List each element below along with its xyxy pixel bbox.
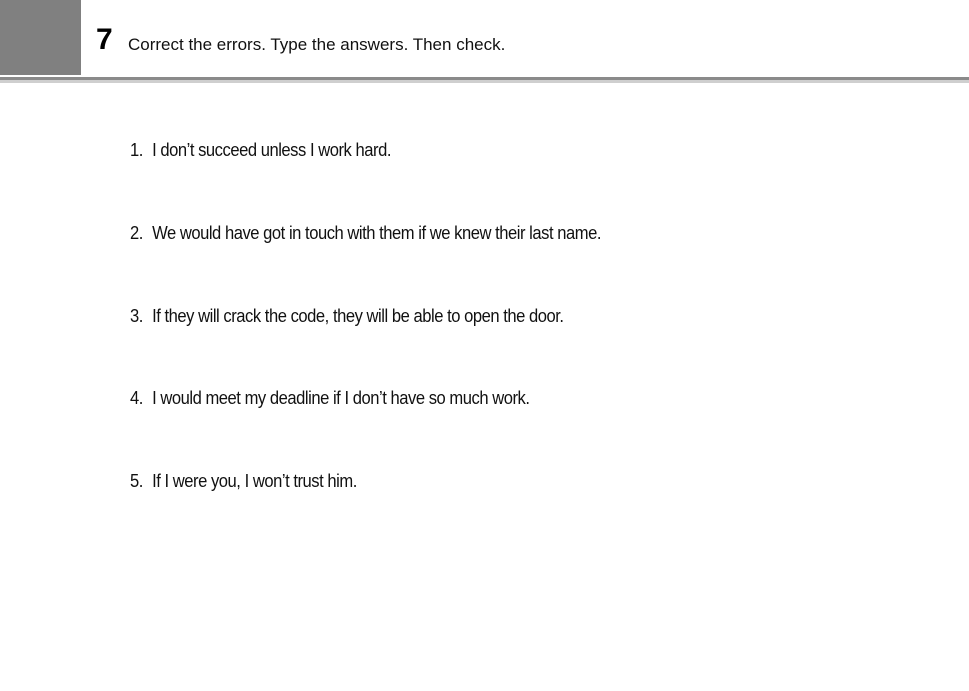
exercise-header (0, 0, 969, 84)
exercise-instruction: Correct the errors. Type the answers. Then check. (128, 35, 506, 54)
item-number: 3. (130, 305, 143, 326)
item-text: If I were you, I won’t trust him. (152, 471, 357, 491)
item-text: If they will crack the code, they will be able to open the door. (152, 305, 564, 326)
sentence-item-5 (130, 469, 601, 552)
sentence-item-2 (130, 221, 601, 304)
item-number: 5. (130, 471, 143, 491)
sentence-item-4 (130, 386, 601, 469)
exercise-number: 7 (96, 23, 113, 56)
item-number: 4. (130, 388, 143, 409)
item-number: 1. (130, 140, 143, 160)
sentence-item-1 (130, 138, 601, 221)
header-divider-shadow (0, 80, 969, 83)
item-text: I would meet my deadline if I don’t have so much work. (152, 388, 530, 409)
sentence-item-3 (130, 304, 601, 387)
item-text: We would have got in touch with them if we knew their last name. (152, 222, 601, 243)
header-color-block (0, 0, 81, 75)
item-number: 2. (130, 222, 143, 243)
sentence-list (130, 138, 642, 552)
item-text: I don’t succeed unless I work hard. (152, 140, 391, 160)
